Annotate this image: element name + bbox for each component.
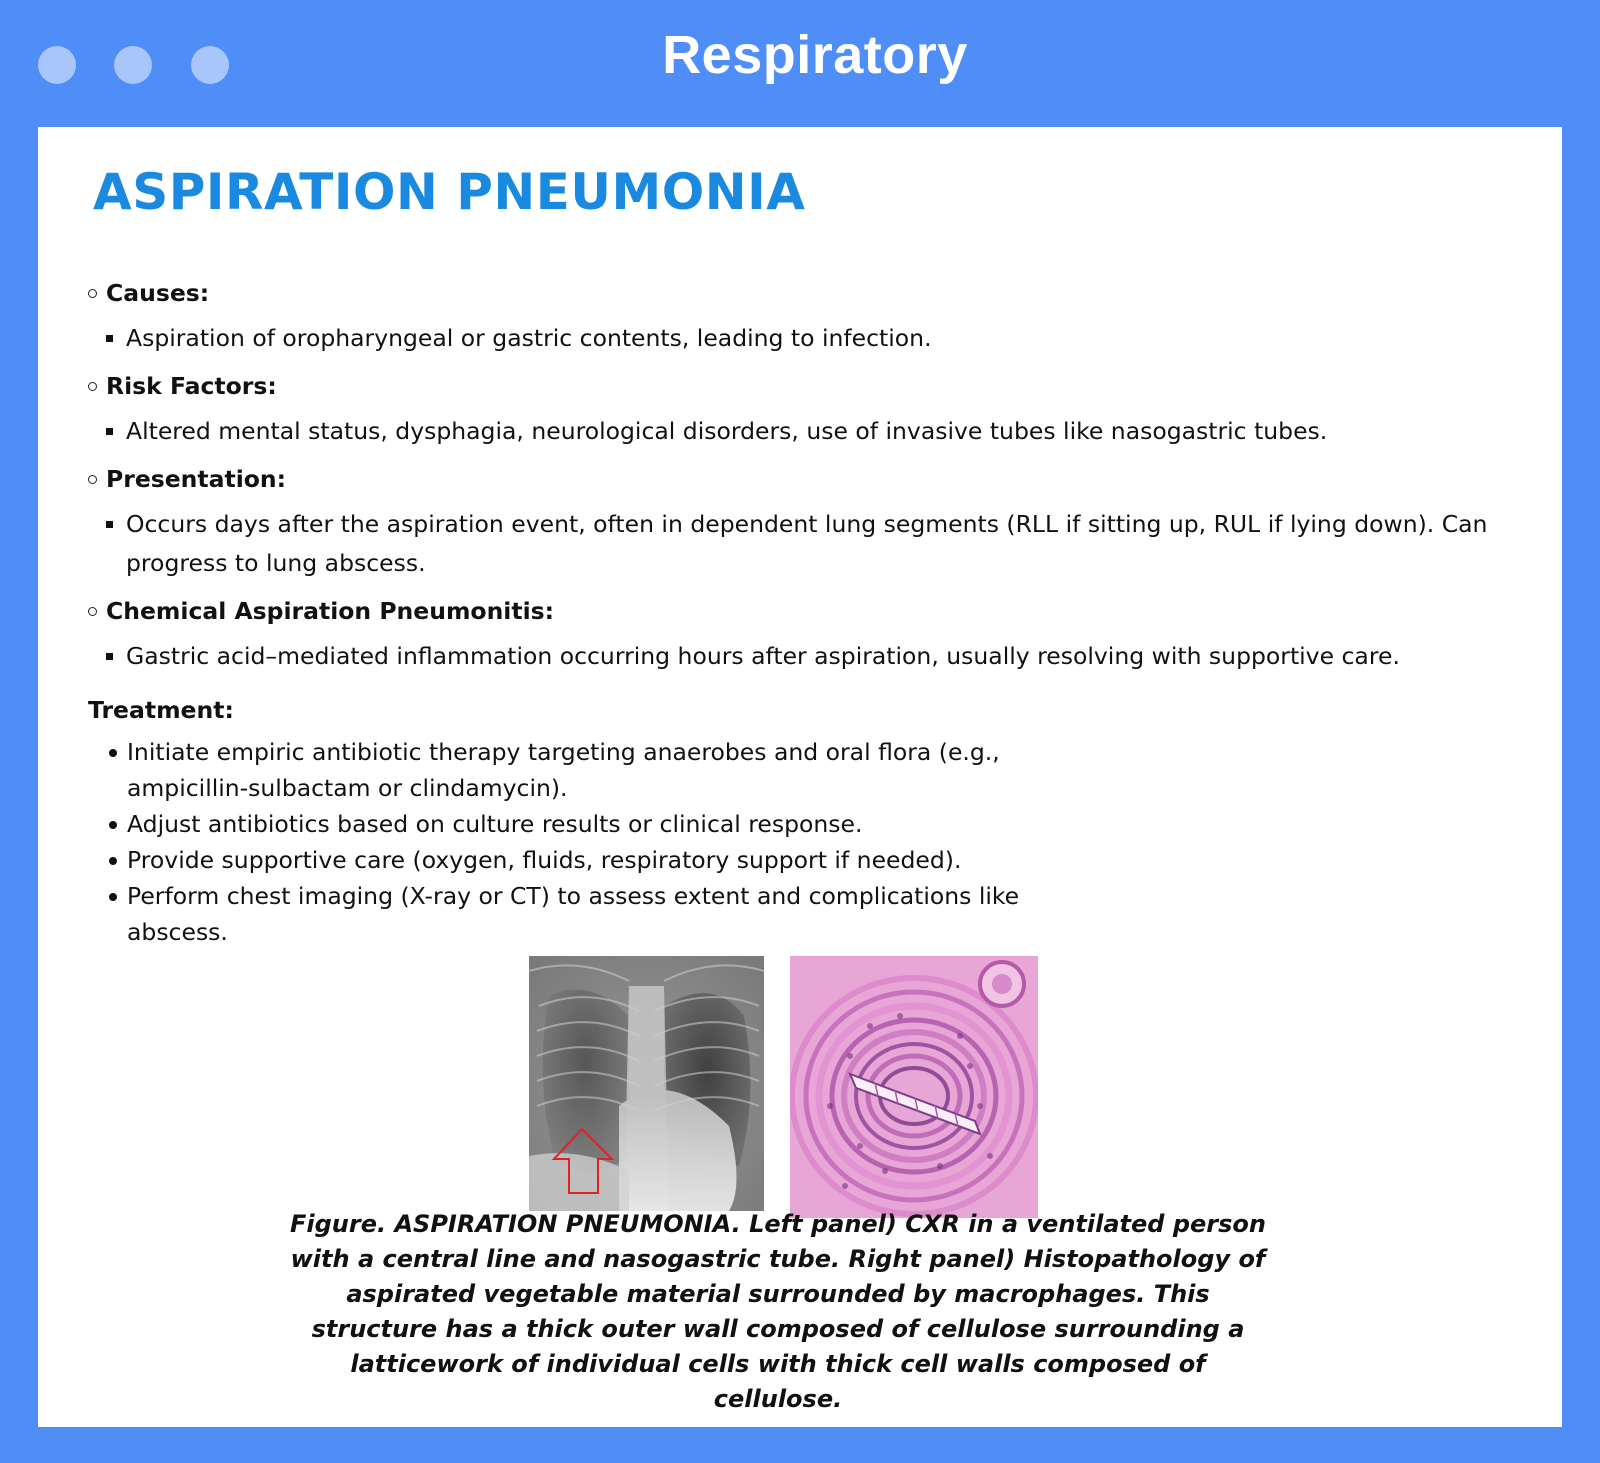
- section-heading-chemical-pneumonitis: [88, 595, 1528, 627]
- section-heading-label: Presentation:: [106, 465, 287, 493]
- circle-bullet-icon: [88, 382, 97, 391]
- window-titlebar: [0, 0, 1600, 127]
- square-bullet-icon: [106, 653, 113, 660]
- square-bullet-icon: [106, 428, 113, 435]
- section-heading-label: Chemical Aspiration Pneumonitis:: [106, 597, 555, 625]
- square-bullet-icon: [106, 335, 113, 342]
- section-item-text: Altered mental status, dysphagia, neurological disorders, use of invasive tubes like nasogastric tubes.: [126, 417, 1328, 445]
- section-item-text: Occurs days after the aspiration event, often in dependent lung segments (RLL if sitting up, RUL if lying down). Can progress to lung abscess.: [126, 510, 1488, 577]
- page-title: ASPIRATION PNEUMONIA: [93, 163, 806, 221]
- square-bullet-icon: [106, 521, 113, 528]
- treatment-item-text: Perform chest imaging (X-ray or CT) to assess extent and complications like abscess.: [127, 882, 1020, 946]
- section-item-chemical-pneumonitis: [88, 637, 1526, 676]
- section-item-presentation: [88, 505, 1526, 583]
- content-panel: [38, 127, 1562, 1427]
- treatment-item-text: Initiate empiric antibiotic therapy targeting anaerobes and oral flora (e.g., ampicillin-sulbactam or clindamycin).: [127, 738, 1000, 802]
- treatment-item-text: Adjust antibiotics based on culture results or clinical response.: [127, 810, 863, 838]
- section-heading-causes: [88, 277, 1528, 309]
- histopathology-image: [790, 956, 1038, 1218]
- circle-bullet-icon: [88, 607, 97, 616]
- figure-caption: Figure. ASPIRATION PNEUMONIA. Left panel) CXR in a ventilated person with a central line and nasogastric tube. Right panel) Histopathology of aspirated vegetable material surrounded by macrophages. This structure has a thick outer wall composed of cellulose surrounding a latticework of individual cells with thick cell walls composed of cellulose.: [290, 1210, 1266, 1413]
- treatment-item-text: Provide supportive care (oxygen, fluids, respiratory support if needed).: [127, 846, 962, 874]
- treatment-heading: Treatment:: [88, 696, 234, 724]
- bullet-icon: [109, 893, 117, 901]
- section-heading-risk-factors: [88, 370, 1528, 402]
- content-body: [88, 277, 1528, 950]
- section-heading-presentation: [88, 463, 1528, 495]
- bullet-icon: [109, 821, 117, 829]
- section-heading-label: Causes:: [106, 279, 210, 307]
- section-item-risk-factors: [88, 412, 1526, 451]
- chest-xray-image: [529, 956, 764, 1211]
- bullet-icon: [109, 857, 117, 865]
- section-item-text: Gastric acid–mediated inflammation occurring hours after aspiration, usually resolving with supportive care.: [126, 642, 1400, 670]
- treatment-item: [88, 878, 1107, 950]
- circle-bullet-icon: [88, 289, 97, 298]
- treatment-item: [88, 806, 1107, 842]
- section-item-causes: [88, 319, 1526, 358]
- section-item-text: Aspiration of oropharyngeal or gastric contents, leading to infection.: [126, 324, 932, 352]
- treatment-item: [88, 734, 1107, 806]
- bullet-icon: [109, 749, 117, 757]
- window-title: Respiratory: [662, 25, 968, 85]
- treatment-list: [88, 734, 1528, 950]
- treatment-item: [88, 842, 1107, 878]
- section-heading-label: Risk Factors:: [106, 372, 277, 400]
- circle-bullet-icon: [88, 475, 97, 484]
